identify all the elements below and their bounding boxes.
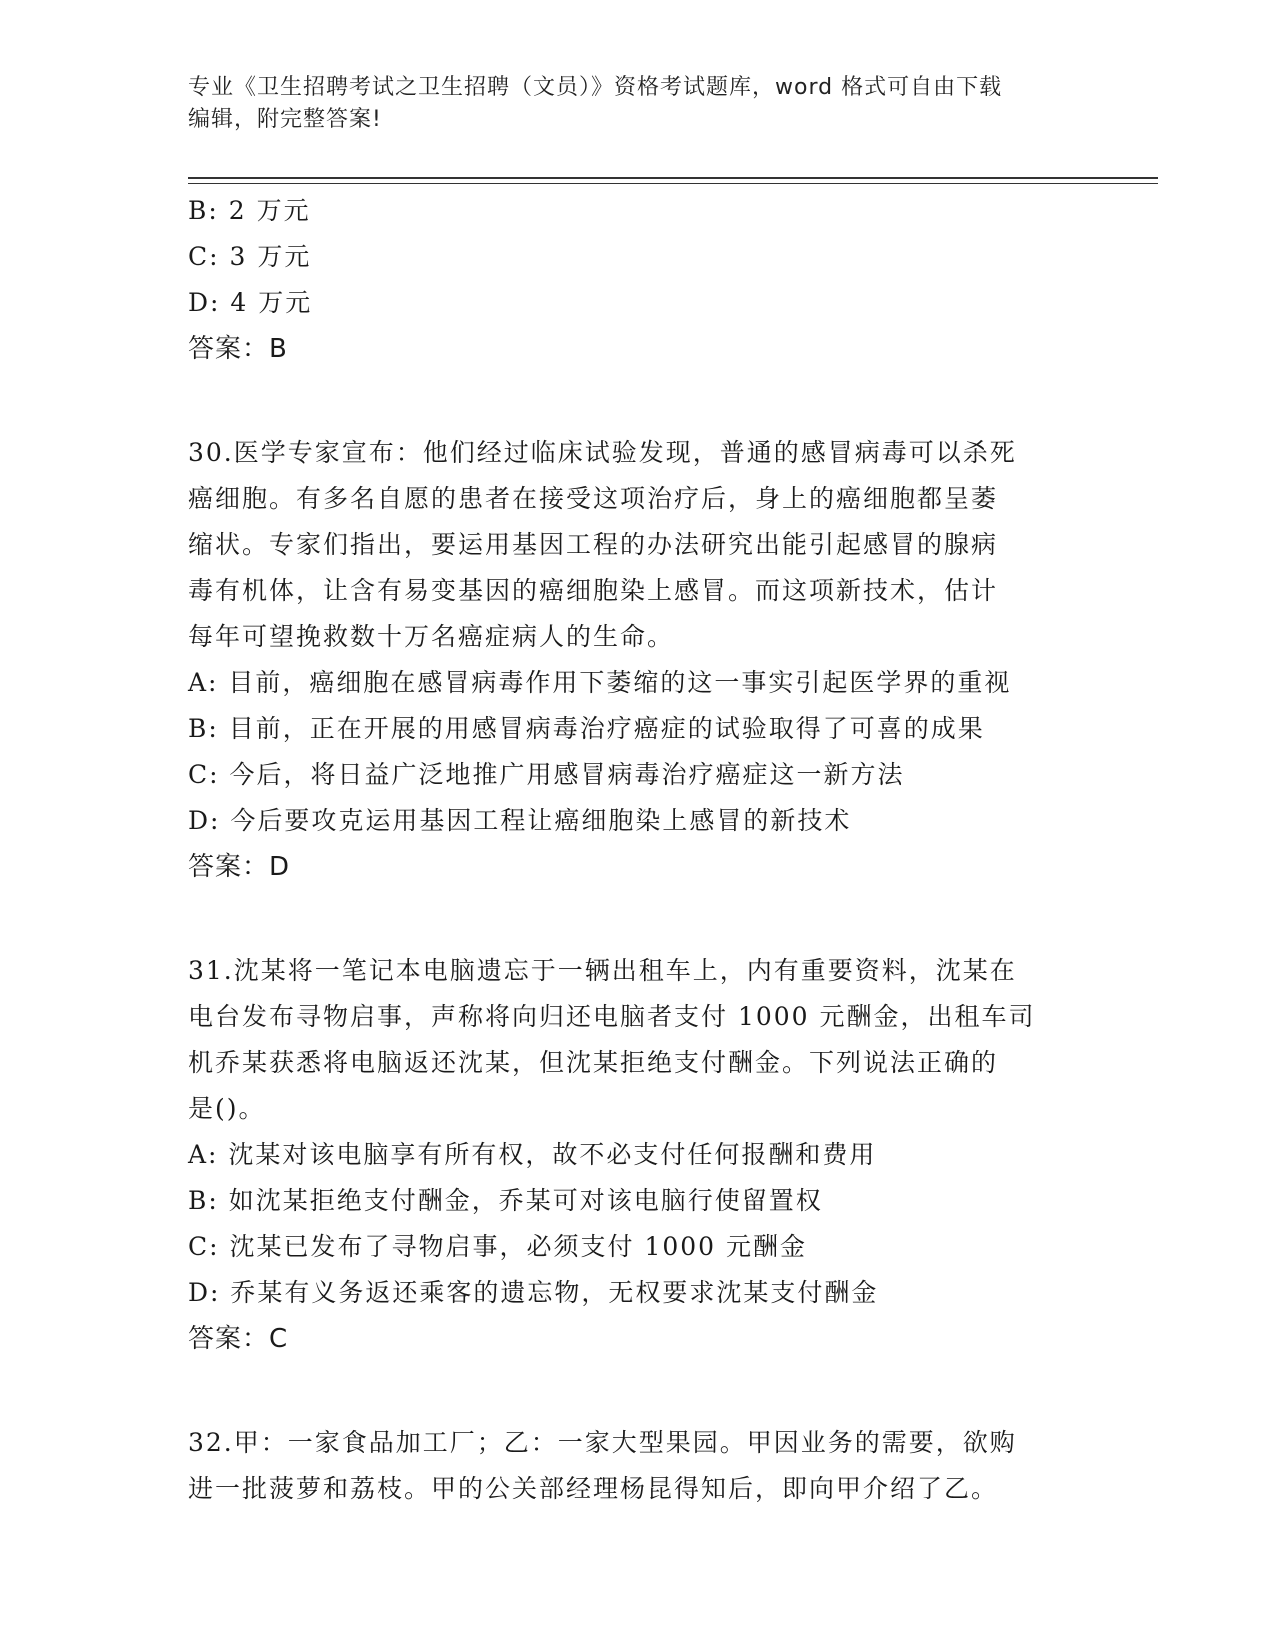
document-body bbox=[188, 188, 1088, 1512]
header-line-2: 编辑，附完整答案! bbox=[188, 107, 382, 132]
header-divider-thin bbox=[188, 183, 1158, 184]
question-stem-line: 每年可望挽救数十万名癌症病人的生命。 bbox=[188, 622, 675, 651]
option-d: D: 今后要攻克运用基因工程让癌细胞染上感冒的新技术 bbox=[188, 806, 852, 835]
question-stem-line: 30.医学专家宣布：他们经过临床试验发现，普通的感冒病毒可以杀死 bbox=[188, 438, 1017, 467]
question-32 bbox=[188, 1420, 1088, 1512]
question-31 bbox=[188, 948, 1088, 1362]
question-30 bbox=[188, 430, 1088, 890]
answer-line: 答案：D bbox=[188, 852, 291, 882]
question-spacer bbox=[188, 372, 1088, 430]
question-spacer bbox=[188, 890, 1088, 948]
question-stem-line: 缩状。专家们指出，要运用基因工程的办法研究出能引起感冒的腺病 bbox=[188, 530, 999, 559]
option-d: D: 乔某有义务返还乘客的遗忘物，无权要求沈某支付酬金 bbox=[188, 1278, 879, 1307]
answer-line: 答案：B bbox=[188, 334, 288, 364]
option-c: C: 沈某已发布了寻物启事，必须支付 1000 元酬金 bbox=[188, 1232, 808, 1261]
question-stem-line: 机乔某获悉将电脑返还沈某，但沈某拒绝支付酬金。下列说法正确的 bbox=[188, 1048, 999, 1077]
option-b: B: 2 万元 bbox=[188, 196, 311, 225]
option-c: C: 3 万元 bbox=[188, 242, 312, 271]
question-29 bbox=[188, 188, 1088, 372]
answer-line: 答案：C bbox=[188, 1324, 289, 1354]
question-stem-line: 癌细胞。有多名自愿的患者在接受这项治疗后，身上的癌细胞都呈萎 bbox=[188, 484, 999, 513]
question-stem-line: 31.沈某将一笔记本电脑遗忘于一辆出租车上，内有重要资料，沈某在 bbox=[188, 956, 1017, 985]
document-header bbox=[188, 72, 1088, 136]
question-stem-line: 毒有机体，让含有易变基因的癌细胞染上感冒。而这项新技术，估计 bbox=[188, 576, 999, 605]
question-stem-line: 是()。 bbox=[188, 1094, 266, 1123]
option-c: C: 今后，将日益广泛地推广用感冒病毒治疗癌症这一新方法 bbox=[188, 760, 905, 789]
option-d: D: 4 万元 bbox=[188, 288, 313, 317]
question-stem-line: 32.甲：一家食品加工厂；乙：一家大型果园。甲因业务的需要，欲购 bbox=[188, 1428, 1017, 1457]
option-a: A: 目前，癌细胞在感冒病毒作用下萎缩的这一事实引起医学界的重视 bbox=[188, 668, 1012, 697]
question-stem-line: 电台发布寻物启事，声称将向归还电脑者支付 1000 元酬金，出租车司 bbox=[188, 1002, 1036, 1031]
question-spacer bbox=[188, 1362, 1088, 1420]
option-b: B: 目前，正在开展的用感冒病毒治疗癌症的试验取得了可喜的成果 bbox=[188, 714, 985, 743]
question-stem-line: 进一批菠萝和荔枝。甲的公关部经理杨昆得知后，即向甲介绍了乙。 bbox=[188, 1474, 999, 1503]
option-b: B: 如沈某拒绝支付酬金，乔某可对该电脑行使留置权 bbox=[188, 1186, 823, 1215]
header-line-1: 专业《卫生招聘考试之卫生招聘（文员）》资格考试题库，word 格式可自由下载 bbox=[188, 75, 1003, 100]
header-divider-thick bbox=[188, 177, 1158, 179]
option-a: A: 沈某对该电脑享有所有权，故不必支付任何报酬和费用 bbox=[188, 1140, 877, 1169]
